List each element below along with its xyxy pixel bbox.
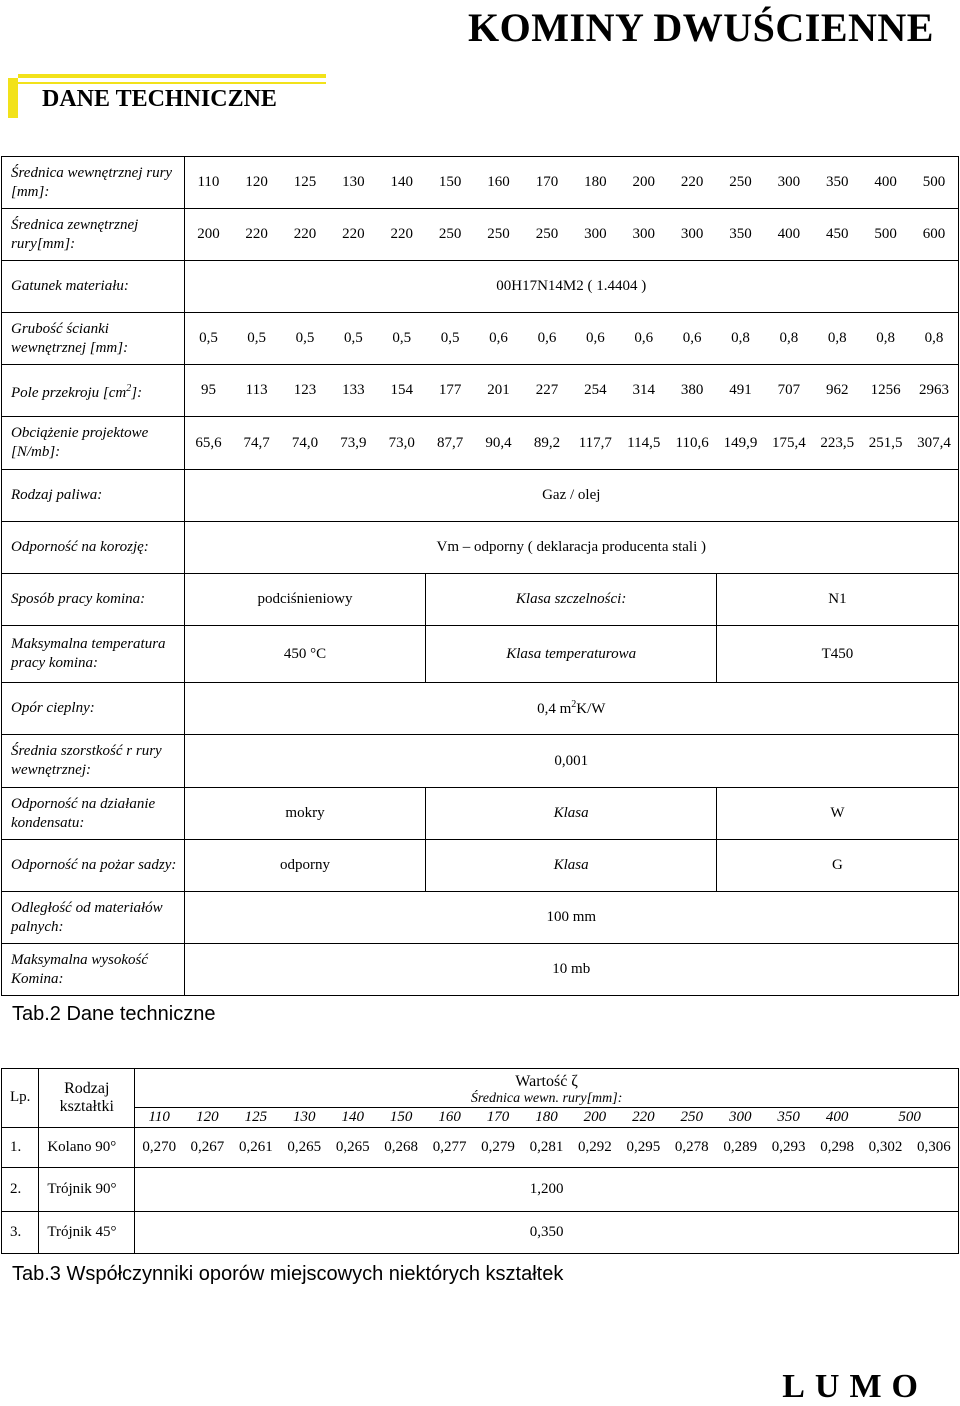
row-label: Grubość ścianki wewnętrznej [mm]: <box>2 313 185 365</box>
table-cell: 0,6 <box>620 313 668 365</box>
row-label: Opór cieplny: <box>2 683 185 735</box>
diameter-cell: 250 <box>668 1107 716 1127</box>
resistance-coefficients-table <box>1 1068 959 1254</box>
table-cell: 400 <box>765 209 813 261</box>
table-cell: 0,5 <box>378 313 426 365</box>
table-cell: 110 <box>184 157 232 209</box>
table-cell: 89,2 <box>523 417 571 470</box>
diameter-cell: 110 <box>135 1107 183 1127</box>
table-cell: 10 mb <box>184 944 958 996</box>
table-row <box>2 788 959 840</box>
table-cell: 0,5 <box>329 313 377 365</box>
value-cell: 0,277 <box>425 1127 473 1167</box>
table-cell: 250 <box>474 209 522 261</box>
table-header-row <box>2 1091 959 1108</box>
diameter-cell: 500 <box>861 1107 958 1127</box>
table-cell: 200 <box>620 157 668 209</box>
table-cell: Klasa szczelności: <box>426 574 716 626</box>
row-name: Trójnik 45° <box>39 1211 135 1253</box>
table-cell: 123 <box>281 365 329 417</box>
table-row <box>2 313 959 365</box>
row-label: Odporność na pożar sadzy: <box>2 840 185 892</box>
table-cell: 350 <box>813 157 861 209</box>
diameter-cell: 120 <box>183 1107 231 1127</box>
section-header <box>8 74 326 118</box>
table-cell: 491 <box>716 365 764 417</box>
row-label: Odporność na korozję: <box>2 522 185 574</box>
table-cell: 400 <box>861 157 909 209</box>
table-cell: 73,9 <box>329 417 377 470</box>
brand-logo: LUMO <box>782 1368 928 1405</box>
table-cell: 130 <box>329 157 377 209</box>
row-label: Obciążenie projektowe [N/mb]: <box>2 417 185 470</box>
table-cell: 0,4 $m^2K/W$ <box>184 683 958 735</box>
table-cell: G <box>716 840 958 892</box>
table-cell: 223,5 <box>813 417 861 470</box>
accent-bar <box>8 78 18 118</box>
row-label: Odległość od materiałów palnych: <box>2 892 185 944</box>
header-kind: Rodzaj kształtki <box>39 1069 135 1128</box>
table-cell: N1 <box>716 574 958 626</box>
value-cell: 0,302 <box>861 1127 909 1167</box>
table-cell: 707 <box>765 365 813 417</box>
table-cell: 150 <box>426 157 474 209</box>
table-cell: Klasa temperaturowa <box>426 626 716 683</box>
table-cell: 140 <box>378 157 426 209</box>
table-cell: 200 <box>184 209 232 261</box>
diameter-cell: 220 <box>619 1107 667 1127</box>
table-cell: 180 <box>571 157 619 209</box>
table-cell: 220 <box>281 209 329 261</box>
table-cell: 450 <box>813 209 861 261</box>
table-cell: 125 <box>281 157 329 209</box>
value-cell: 0,270 <box>135 1127 183 1167</box>
table-cell: 300 <box>668 209 716 261</box>
table-caption: Tab.3 Współczynniki oporów miejscowych niektórych kształtek <box>12 1263 564 1285</box>
table-cell: 133 <box>329 365 377 417</box>
value-cell: 0,278 <box>668 1127 716 1167</box>
table-row <box>2 261 959 313</box>
table-cell: 0,6 <box>474 313 522 365</box>
table-row <box>2 892 959 944</box>
diameter-cell: 300 <box>716 1107 764 1127</box>
table-cell: 962 <box>813 365 861 417</box>
table-cell: 220 <box>232 209 280 261</box>
value-cell: 1,200 <box>135 1167 959 1211</box>
diameter-cell: 200 <box>571 1107 619 1127</box>
diameter-cell: 350 <box>764 1107 812 1127</box>
value-cell: 0,289 <box>716 1127 764 1167</box>
table-cell: 87,7 <box>426 417 474 470</box>
header-value: Wartość ζ <box>135 1069 959 1091</box>
row-name: Kolano 90° <box>39 1127 135 1167</box>
row-lp: 1. <box>2 1127 39 1167</box>
table-cell: 170 <box>523 157 571 209</box>
value-cell: 0,298 <box>813 1127 861 1167</box>
table-cell: 175,4 <box>765 417 813 470</box>
value-cell: 0,281 <box>522 1127 570 1167</box>
table-cell: 600 <box>910 209 959 261</box>
table-cell: 300 <box>571 209 619 261</box>
value-cell: 0,261 <box>232 1127 280 1167</box>
table-cell: 0,5 <box>232 313 280 365</box>
table-cell: 100 mm <box>184 892 958 944</box>
table-cell: 314 <box>620 365 668 417</box>
table-cell: 350 <box>716 209 764 261</box>
value-cell: 0,350 <box>135 1211 959 1253</box>
table-cell: 0,5 <box>184 313 232 365</box>
table-cell: 300 <box>620 209 668 261</box>
table-cell: 0,8 <box>716 313 764 365</box>
table-cell: 1256 <box>861 365 909 417</box>
row-label: Maksymalna temperatura pracy komina: <box>2 626 185 683</box>
table-cell: 0,6 <box>571 313 619 365</box>
table-cell: 0,8 <box>861 313 909 365</box>
table-cell: Gaz / olej <box>184 470 958 522</box>
row-label: Gatunek materiału: <box>2 261 185 313</box>
table-row <box>2 626 959 683</box>
table-cell: 177 <box>426 365 474 417</box>
row-label: Maksymalna wysokość Komina: <box>2 944 185 996</box>
table-cell: 110,6 <box>668 417 716 470</box>
table-cell: 160 <box>474 157 522 209</box>
table-cell: 250 <box>523 209 571 261</box>
diameter-cell: 125 <box>232 1107 280 1127</box>
diameter-cell: 150 <box>377 1107 425 1127</box>
table-cell: 254 <box>571 365 619 417</box>
table-cell: 250 <box>426 209 474 261</box>
table-cell: 00H17N14M2 ( 1.4404 ) <box>184 261 958 313</box>
table-row <box>2 1127 959 1167</box>
row-lp: 2. <box>2 1167 39 1211</box>
table-cell: podciśnieniowy <box>184 574 426 626</box>
table-row <box>2 365 959 417</box>
table-row <box>2 522 959 574</box>
page-title: KOMINY DWUŚCIENNE <box>468 5 934 50</box>
accent-line <box>18 82 326 84</box>
table-cell: 120 <box>232 157 280 209</box>
table-cell: 74,0 <box>281 417 329 470</box>
table-row <box>2 470 959 522</box>
table-cell: 0,5 <box>426 313 474 365</box>
table-cell: 300 <box>765 157 813 209</box>
value-cell: 0,265 <box>328 1127 376 1167</box>
table-row <box>2 1211 959 1253</box>
row-label: Średnica zewnętrznej rury[mm]: <box>2 209 185 261</box>
table-cell: Vm – odporny ( deklaracja producenta stali ) <box>184 522 958 574</box>
table-cell: 2963 <box>910 365 959 417</box>
row-label: Odporność na działanie kondensatu: <box>2 788 185 840</box>
table-header-row <box>2 1069 959 1091</box>
table-cell: odporny <box>184 840 426 892</box>
value-cell: 0,265 <box>280 1127 328 1167</box>
table-row <box>2 735 959 788</box>
table-cell: mokry <box>184 788 426 840</box>
value-cell: 0,293 <box>764 1127 812 1167</box>
table-cell: 0,6 <box>668 313 716 365</box>
table-cell: 251,5 <box>861 417 909 470</box>
table-cell: 0,8 <box>813 313 861 365</box>
header-lp: Lp. <box>2 1069 39 1128</box>
row-label: Rodzaj paliwa: <box>2 470 185 522</box>
table-cell: 201 <box>474 365 522 417</box>
value-cell: 0,292 <box>571 1127 619 1167</box>
table-cell: 117,7 <box>571 417 619 470</box>
row-label: Sposób pracy komina: <box>2 574 185 626</box>
table-cell: T450 <box>716 626 958 683</box>
table-cell: 90,4 <box>474 417 522 470</box>
table-cell: 220 <box>668 157 716 209</box>
table-cell: 113 <box>232 365 280 417</box>
table-cell: 65,6 <box>184 417 232 470</box>
table-cell: 0,5 <box>281 313 329 365</box>
table-cell: 154 <box>378 365 426 417</box>
table-cell: 220 <box>378 209 426 261</box>
table-row <box>2 157 959 209</box>
table-cell: 95 <box>184 365 232 417</box>
table-cell: 500 <box>910 157 959 209</box>
header-diameter: Średnica wewn. rury[mm]: <box>135 1091 959 1108</box>
table-cell: 450 °C <box>184 626 426 683</box>
diameter-cell: 400 <box>813 1107 861 1127</box>
table-caption: Tab.2 Dane techniczne <box>12 1003 216 1025</box>
table-cell: 500 <box>861 209 909 261</box>
table-cell: 73,0 <box>378 417 426 470</box>
table-row <box>2 574 959 626</box>
value-cell: 0,295 <box>619 1127 667 1167</box>
row-label: Średnia szorstkość r rury wewnętrznej: <box>2 735 185 788</box>
table-row <box>2 209 959 261</box>
table-cell: Klasa <box>426 788 716 840</box>
section-title: DANE TECHNICZNE <box>42 86 277 112</box>
table-cell: 307,4 <box>910 417 959 470</box>
table-cell: 250 <box>716 157 764 209</box>
table-cell: W <box>716 788 958 840</box>
table-row <box>2 1167 959 1211</box>
value-cell: 0,268 <box>377 1127 425 1167</box>
diameter-cell: 170 <box>474 1107 522 1127</box>
table-header-row <box>2 1107 959 1127</box>
table-cell: 227 <box>523 365 571 417</box>
table-row <box>2 944 959 996</box>
diameter-cell: 160 <box>425 1107 473 1127</box>
value-cell: 0,267 <box>183 1127 231 1167</box>
table-cell: 114,5 <box>620 417 668 470</box>
table-cell: 380 <box>668 365 716 417</box>
value-cell: 0,279 <box>474 1127 522 1167</box>
table-cell: 220 <box>329 209 377 261</box>
row-label: Pole przekroju $[cm^2]$: <box>2 365 185 417</box>
diameter-cell: 130 <box>280 1107 328 1127</box>
row-name: Trójnik 90° <box>39 1167 135 1211</box>
value-cell: 0,306 <box>910 1127 959 1167</box>
table-cell: 149,9 <box>716 417 764 470</box>
table-cell: 0,8 <box>765 313 813 365</box>
table-row <box>2 840 959 892</box>
technical-data-table <box>1 156 959 996</box>
accent-line <box>18 74 326 78</box>
table-row <box>2 417 959 470</box>
diameter-cell: 180 <box>522 1107 570 1127</box>
diameter-cell: 140 <box>328 1107 376 1127</box>
row-label: Średnica wewnętrznej rury [mm]: <box>2 157 185 209</box>
table-cell: 0,8 <box>910 313 959 365</box>
table-cell: 74,7 <box>232 417 280 470</box>
table-cell: 0,001 <box>184 735 958 788</box>
table-row <box>2 683 959 735</box>
table-cell: Klasa <box>426 840 716 892</box>
row-lp: 3. <box>2 1211 39 1253</box>
table-cell: 0,6 <box>523 313 571 365</box>
